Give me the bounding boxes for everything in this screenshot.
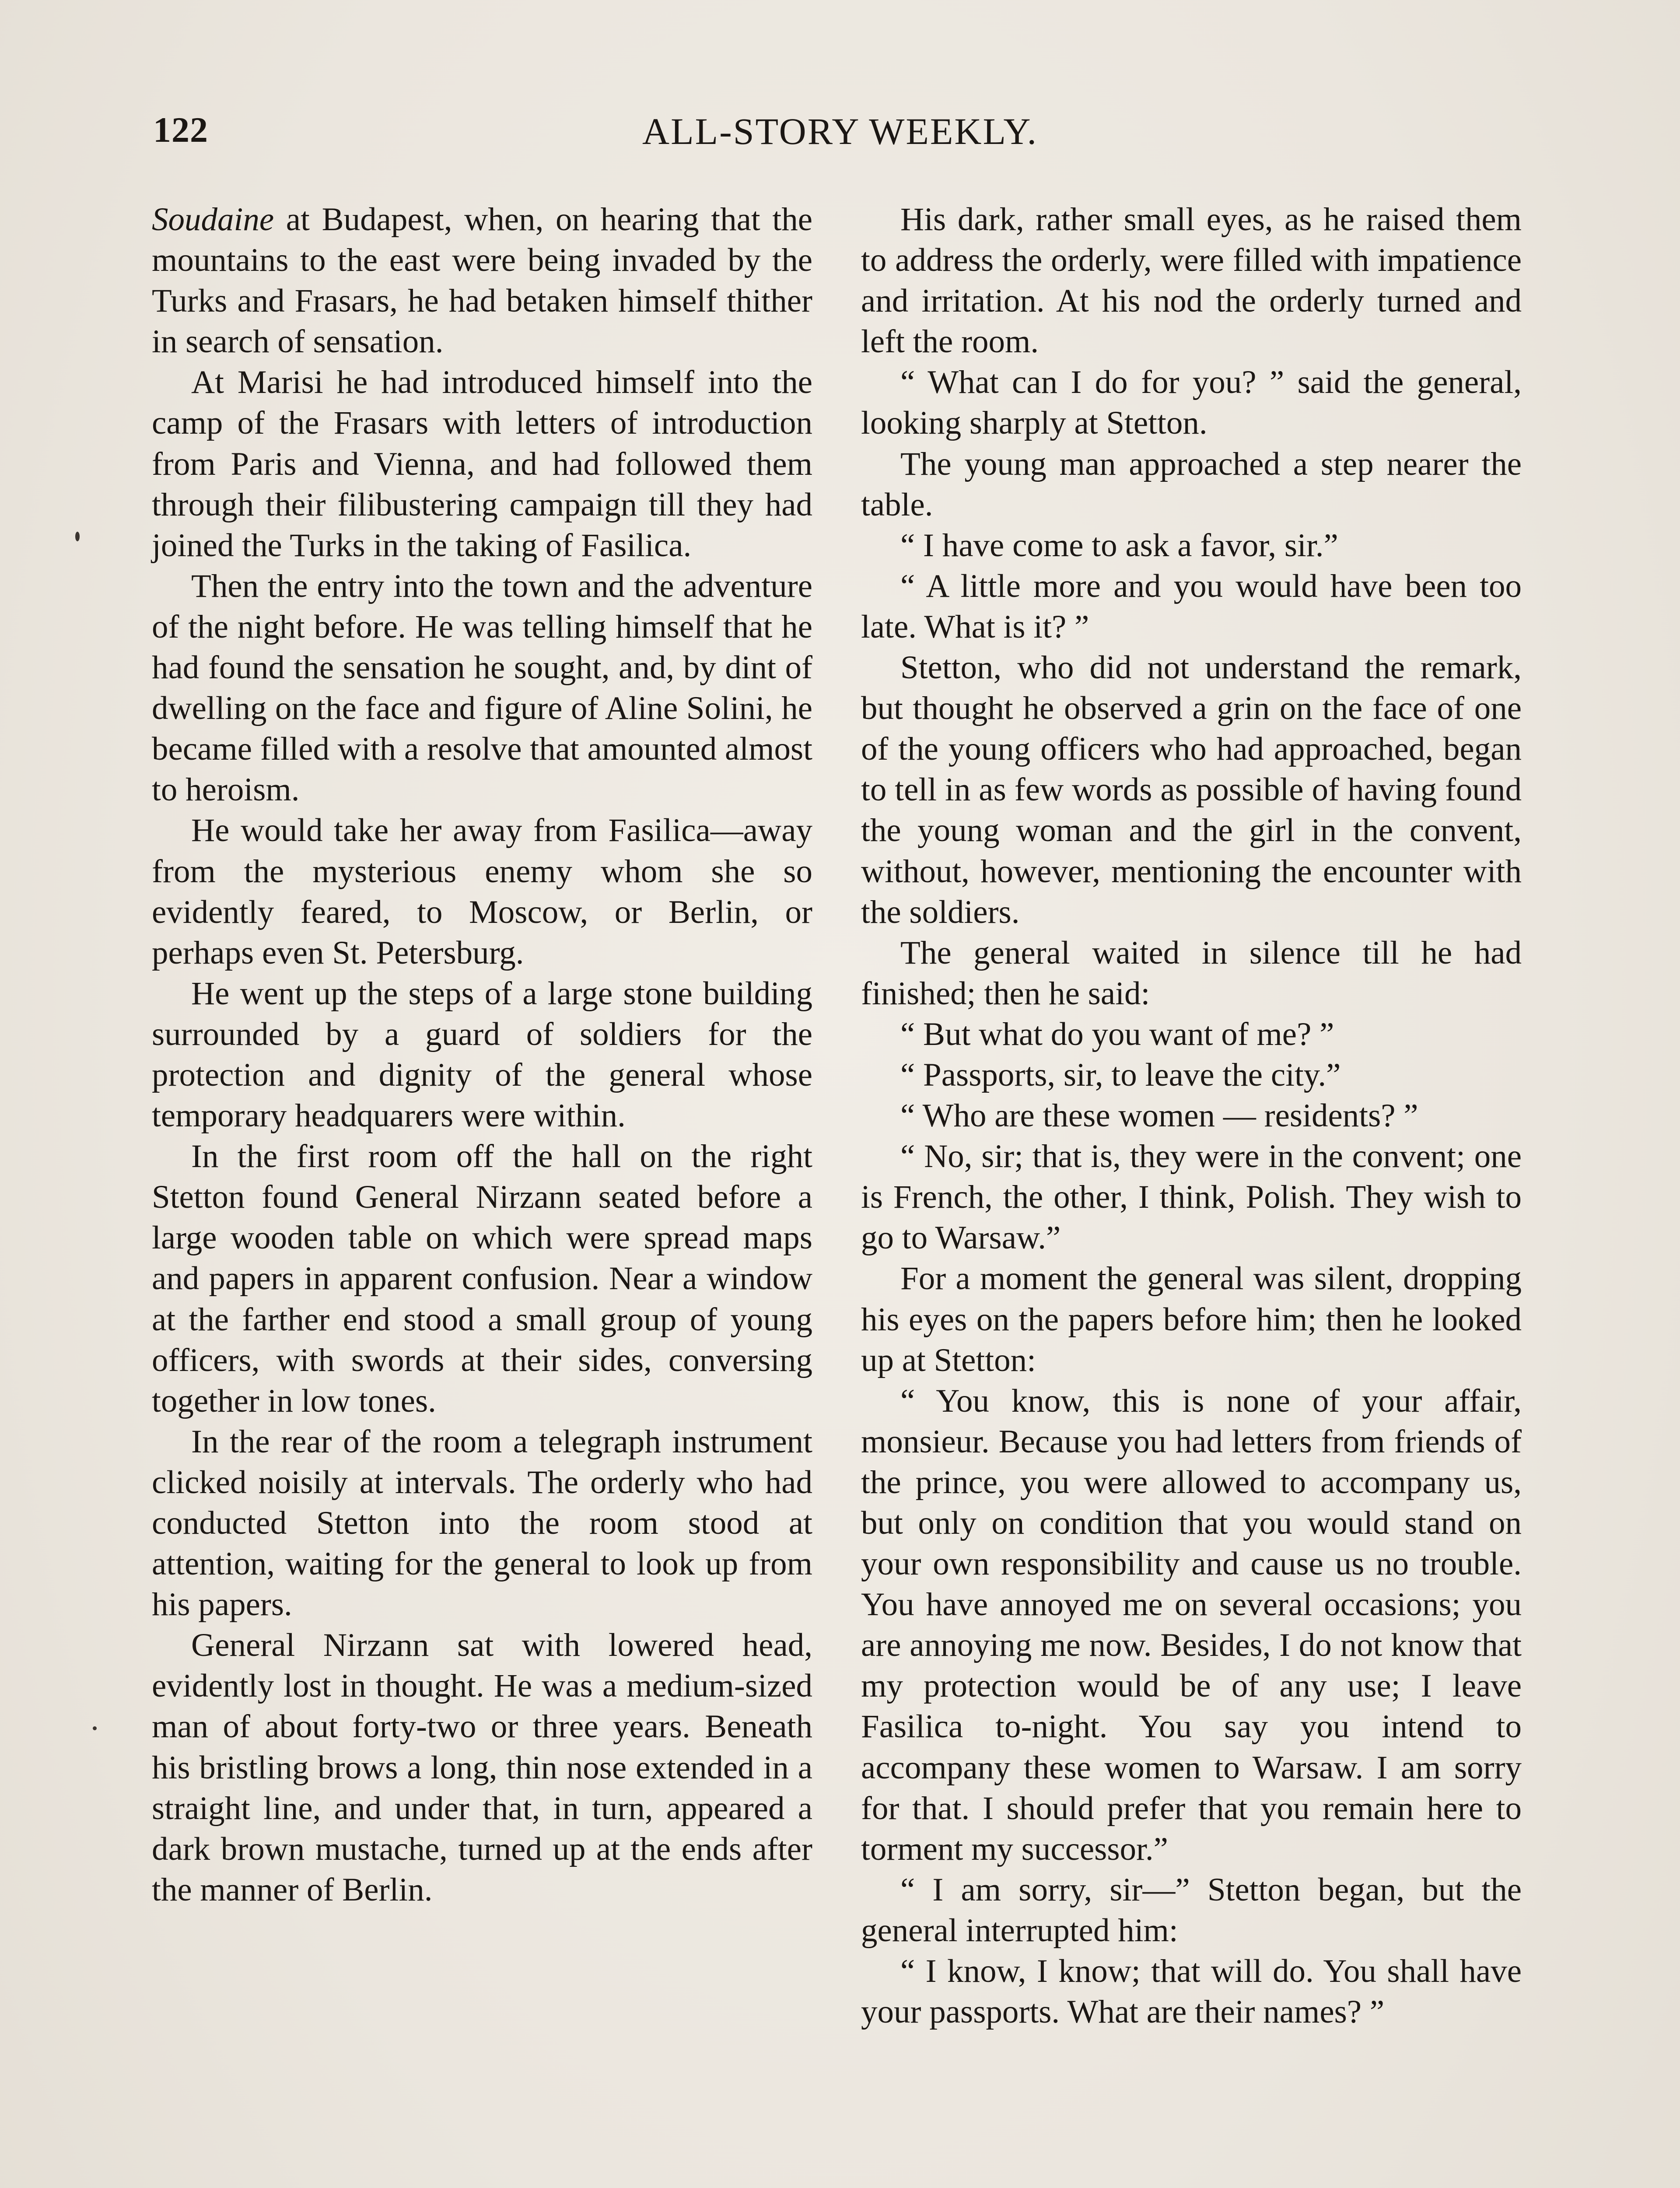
page-number: 122 xyxy=(153,110,208,150)
paragraph: “ Passports, sir, to leave the city.” xyxy=(900,1056,1341,1093)
page-header xyxy=(153,109,1527,158)
paragraph: “ You know, this is none of your affair, monsieur. Because you had letters from friends of the prince, you were allowed to accompany us, but only on condition that you would stand on your own responsibility and cause us no trouble. You have annoyed me on several occasions; you are annoying me now. Besides, I do not know that my protection would be of any use; I leave Fasilica to-night. You say you intend to accompany these women to Warsaw. I am sorry for that. I should prefer that you remain here to torment my successor.” xyxy=(861,1382,1522,1867)
paragraph: At Marisi he had introduced himself into the camp of the Frasars with letters of introduction from Paris and Vienna, and had followed them through their filibustering campaign till they had joined the Turks in the taking of Fasilica. xyxy=(152,364,812,564)
italic-word: Soudaine xyxy=(152,201,274,238)
paragraph: He would take her away from Fasilica—away from the mysterious enemy whom she so evidently feared, to Moscow, or Berlin, or perhaps even St. Petersburg. xyxy=(152,812,812,971)
ink-speck xyxy=(93,1726,97,1730)
right-text-column xyxy=(861,199,1522,2032)
paragraph: For a moment the general was silent, dropping his eyes on the papers before him; then he looked up at Stetton: xyxy=(861,1260,1522,1378)
ink-speck xyxy=(75,532,80,541)
paragraph: “ But what do you want of me? ” xyxy=(900,1016,1334,1052)
paragraph: His dark, rather small eyes, as he raised them to address the orderly, were filled with impatience and irritation. At his nod the orderly turned and left the room. xyxy=(861,201,1522,360)
paragraph: “ I know, I know; that will do. You shall have your passports. What are their names? ” xyxy=(861,1953,1522,2030)
running-title: ALL-STORY WEEKLY. xyxy=(642,110,1038,152)
paragraph: Soudaine at Budapest, when, on hearing that the mountains to the east were being invaded by the Turks and Frasars, he had betaken himself thither in search of sensation. xyxy=(152,201,812,360)
paragraph: The young man approached a step nearer the table. xyxy=(861,445,1522,523)
left-text-column xyxy=(152,199,812,1910)
paragraph: “ No, sir; that is, they were in the convent; one is French, the other, I think, Polish. They wish to go to Warsaw.” xyxy=(861,1138,1522,1256)
paragraph: Then the entry into the town and the adventure of the night before. He was telling himself that he had found the sensation he sought, and, by dint of dwelling on the face and figure of Aline Solini, he became filled with a resolve that amounted almost to heroism. xyxy=(152,568,812,808)
paragraph: “ Who are these women — residents? ” xyxy=(900,1098,1418,1134)
paragraph: In the first room off the hall on the right Stetton found General Nirzann seated before a large wooden table on which were spread maps and papers in apparent confusion. Near a window at the farther end stood a small group of young officers, with swords at their sides, conversing together in low tones. xyxy=(152,1138,812,1419)
paragraph: “ A little more and you would have been too late. What is it? ” xyxy=(861,568,1522,645)
paragraph: “ I am sorry, sir—” Stetton began, but the general interrupted him: xyxy=(861,1871,1522,1949)
paragraph: In the rear of the room a telegraph instrument clicked noisily at intervals. The orderly who had conducted Stetton into the room stood at attention, waiting for the general to look up from his papers. xyxy=(152,1423,812,1623)
paragraph: General Nirzann sat with lowered head, evidently lost in thought. He was a medium-sized man of about forty-two or three years. Beneath his bristling brows a long, thin nose extended in a straight line, and under that, in turn, appeared a dark brown mustache, turned up at the ends after the manner of Berlin. xyxy=(152,1627,812,1908)
paragraph: The general waited in silence till he had finished; then he said: xyxy=(861,934,1522,1012)
paragraph: “ What can I do for you? ” said the general, looking sharply at Stetton. xyxy=(861,364,1522,442)
paragraph: Stetton, who did not understand the remark, but thought he observed a grin on the face of one of the young officers who had approached, began to tell in as few words as possible of having found the young woman and the girl in the convent, without, however, mentioning the encounter with the soldiers. xyxy=(861,649,1522,930)
paragraph: “ I have come to ask a favor, sir.” xyxy=(900,527,1338,564)
paragraph: He went up the steps of a large stone building surrounded by a guard of soldiers for the protection and dignity of the general whose temporary headquarers were within. xyxy=(152,975,812,1134)
